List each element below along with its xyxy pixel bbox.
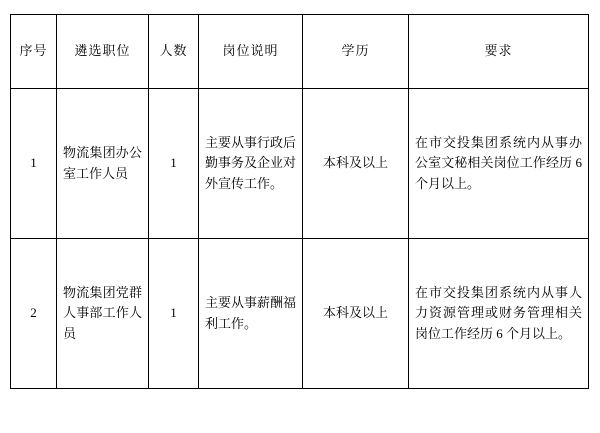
column-header-position: 遴选职位 <box>57 15 149 89</box>
cell-position: 物流集团党群人事部工作人员 <box>57 239 149 389</box>
table-row <box>11 239 589 389</box>
job-positions-table <box>10 14 589 389</box>
cell-education: 本科及以上 <box>303 89 409 239</box>
cell-education: 本科及以上 <box>303 239 409 389</box>
table-header <box>11 15 589 89</box>
column-header-education: 学历 <box>303 15 409 89</box>
cell-count: 1 <box>149 239 199 389</box>
cell-requirement: 在市交投集团系统内从事办公室文秘相关岗位工作经历 6 个月以上。 <box>409 89 589 239</box>
cell-description: 主要从事行政后勤事务及企业对外宣传工作。 <box>199 89 303 239</box>
column-header-requirement: 要求 <box>409 15 589 89</box>
column-header-count: 人数 <box>149 15 199 89</box>
column-header-no: 序号 <box>11 15 57 89</box>
cell-no: 2 <box>11 239 57 389</box>
table-row <box>11 89 589 239</box>
cell-no: 1 <box>11 89 57 239</box>
table-header-row <box>11 15 589 89</box>
cell-description: 主要从事薪酬福利工作。 <box>199 239 303 389</box>
cell-position: 物流集团办公室工作人员 <box>57 89 149 239</box>
cell-count: 1 <box>149 89 199 239</box>
column-header-description: 岗位说明 <box>199 15 303 89</box>
table-body <box>11 89 589 389</box>
cell-requirement: 在市交投集团系统内从事人力资源管理或财务管理相关岗位工作经历 6 个月以上。 <box>409 239 589 389</box>
